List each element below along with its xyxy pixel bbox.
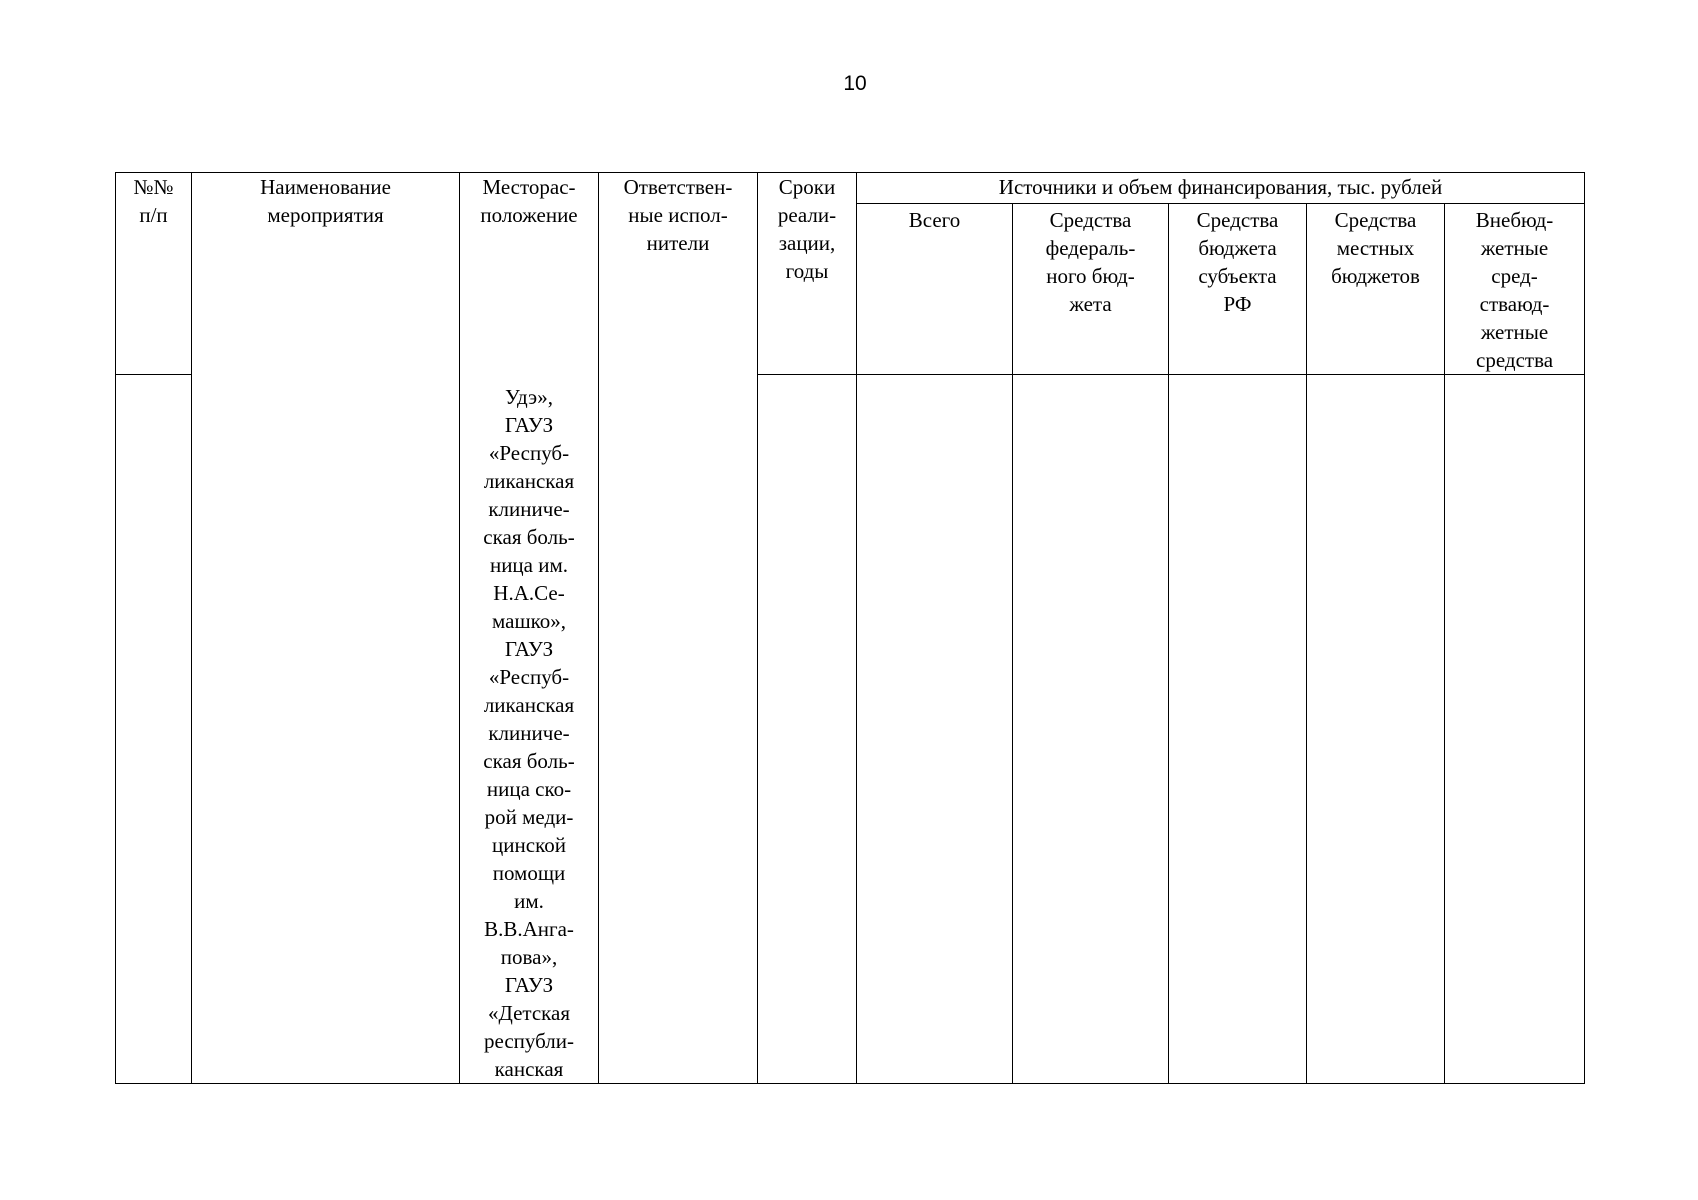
header-local: Средства местных бюджетов xyxy=(1307,204,1445,375)
header-extrabudget: Внебюд- жетные сред- стваюд- жетные средства xyxy=(1445,204,1585,375)
header-financing-group: Источники и объем финансирования, тыс. рублей xyxy=(857,173,1585,204)
financing-table xyxy=(115,172,1585,1084)
header-location xyxy=(460,173,599,1084)
header-num: №№ п/п xyxy=(116,173,192,375)
header-responsible: Ответствен- ные испол- нители xyxy=(599,173,758,1084)
header-total: Всего xyxy=(857,204,1013,375)
location-continued-text: Удэ», ГАУЗ «Респуб- ликанская клиниче- ская боль- ница им. Н.А.Се- машко», ГАУЗ «Респуб- ликанская клиниче- ская боль- ница ско- рой меди- цинской помощи им. В.В.Анга- пова», ГАУЗ «Детская республи- канская xyxy=(483,385,575,1081)
cell-subject xyxy=(1169,375,1307,1084)
header-name: Наименование мероприятия xyxy=(192,173,460,1084)
header-row-top xyxy=(116,173,1585,204)
cell-total xyxy=(857,375,1013,1084)
cell-extrabudget xyxy=(1445,375,1585,1084)
page-number: 10 xyxy=(843,72,867,95)
cell-terms xyxy=(758,375,857,1084)
cell-federal xyxy=(1013,375,1169,1084)
header-location-label: Месторас- положение xyxy=(480,175,578,227)
header-federal: Средства федераль- ного бюд- жета xyxy=(1013,204,1169,375)
cell-local xyxy=(1307,375,1445,1084)
header-subject: Средства бюджета субъекта РФ xyxy=(1169,204,1307,375)
header-terms: Сроки реали- зации, годы xyxy=(758,173,857,375)
cell-num xyxy=(116,375,192,1084)
